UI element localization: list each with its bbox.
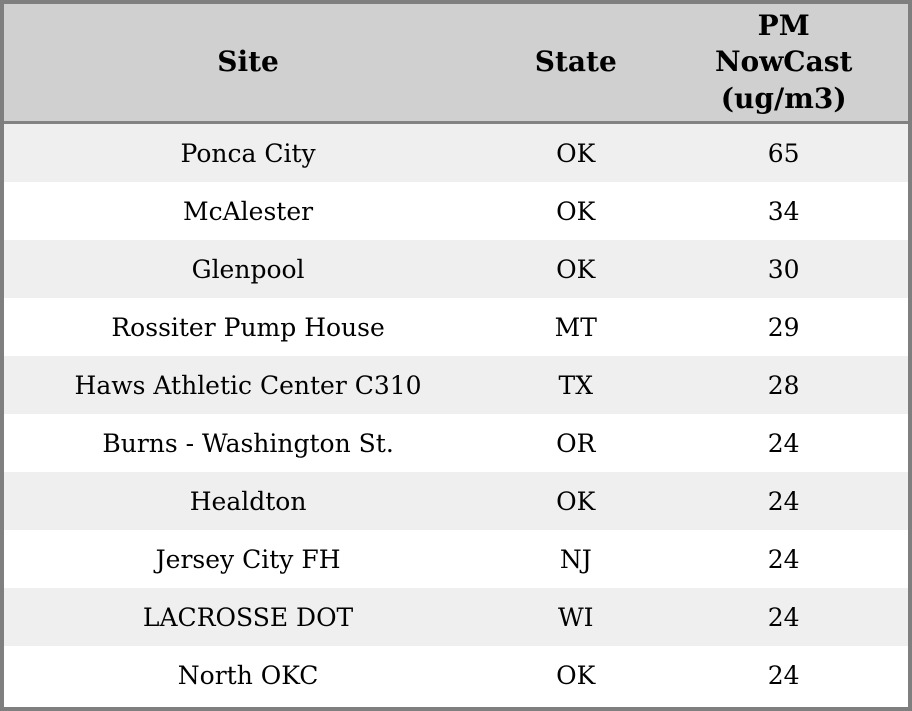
state-cell: TX <box>558 370 594 400</box>
state-cell: NJ <box>559 544 592 574</box>
site-cell: LACROSSE DOT <box>142 602 354 632</box>
state-cell: OK <box>556 660 596 690</box>
state-cell: OK <box>556 138 596 168</box>
table-row <box>4 240 908 298</box>
table-row <box>4 530 908 588</box>
value-cell: 34 <box>767 196 800 226</box>
state-cell: OK <box>556 486 596 516</box>
table-row <box>4 298 908 356</box>
site-cell: Ponca City <box>180 138 316 168</box>
value-cell: 24 <box>767 486 800 516</box>
table-row <box>4 414 908 472</box>
value-cell: 24 <box>767 660 800 690</box>
table-header-row <box>4 4 908 124</box>
state-cell: WI <box>557 602 594 632</box>
column-header-site: Site <box>217 45 279 79</box>
value-cell: 28 <box>767 370 800 400</box>
column-header-pm-nowcast-label: PM NowCast (ug/m3) <box>714 8 853 115</box>
site-cell: Rossiter Pump House <box>111 312 385 342</box>
value-cell: 30 <box>767 254 800 284</box>
table-body <box>4 124 908 707</box>
site-cell: Glenpool <box>191 254 305 284</box>
table-row <box>4 646 908 704</box>
site-cell: North OKC <box>177 660 319 690</box>
state-cell: MT <box>554 312 597 342</box>
value-cell: 24 <box>767 544 800 574</box>
site-cell: Haws Athletic Center C310 <box>74 370 422 400</box>
value-cell: 29 <box>767 312 800 342</box>
table-row <box>4 124 908 182</box>
table-row <box>4 356 908 414</box>
value-cell: 24 <box>767 428 800 458</box>
value-cell: 65 <box>767 138 800 168</box>
site-cell: Healdton <box>189 486 307 516</box>
state-cell: OK <box>556 254 596 284</box>
table-row <box>4 472 908 530</box>
site-cell: Burns - Washington St. <box>102 428 394 458</box>
table-row <box>4 588 908 646</box>
table-row <box>4 182 908 240</box>
state-cell: OR <box>556 428 596 458</box>
site-cell: McAlester <box>183 196 314 226</box>
value-cell: 24 <box>767 602 800 632</box>
column-header-pm-nowcast <box>659 4 908 121</box>
state-cell: OK <box>556 196 596 226</box>
site-cell: Jersey City FH <box>155 544 341 574</box>
column-header-state: State <box>534 45 617 79</box>
